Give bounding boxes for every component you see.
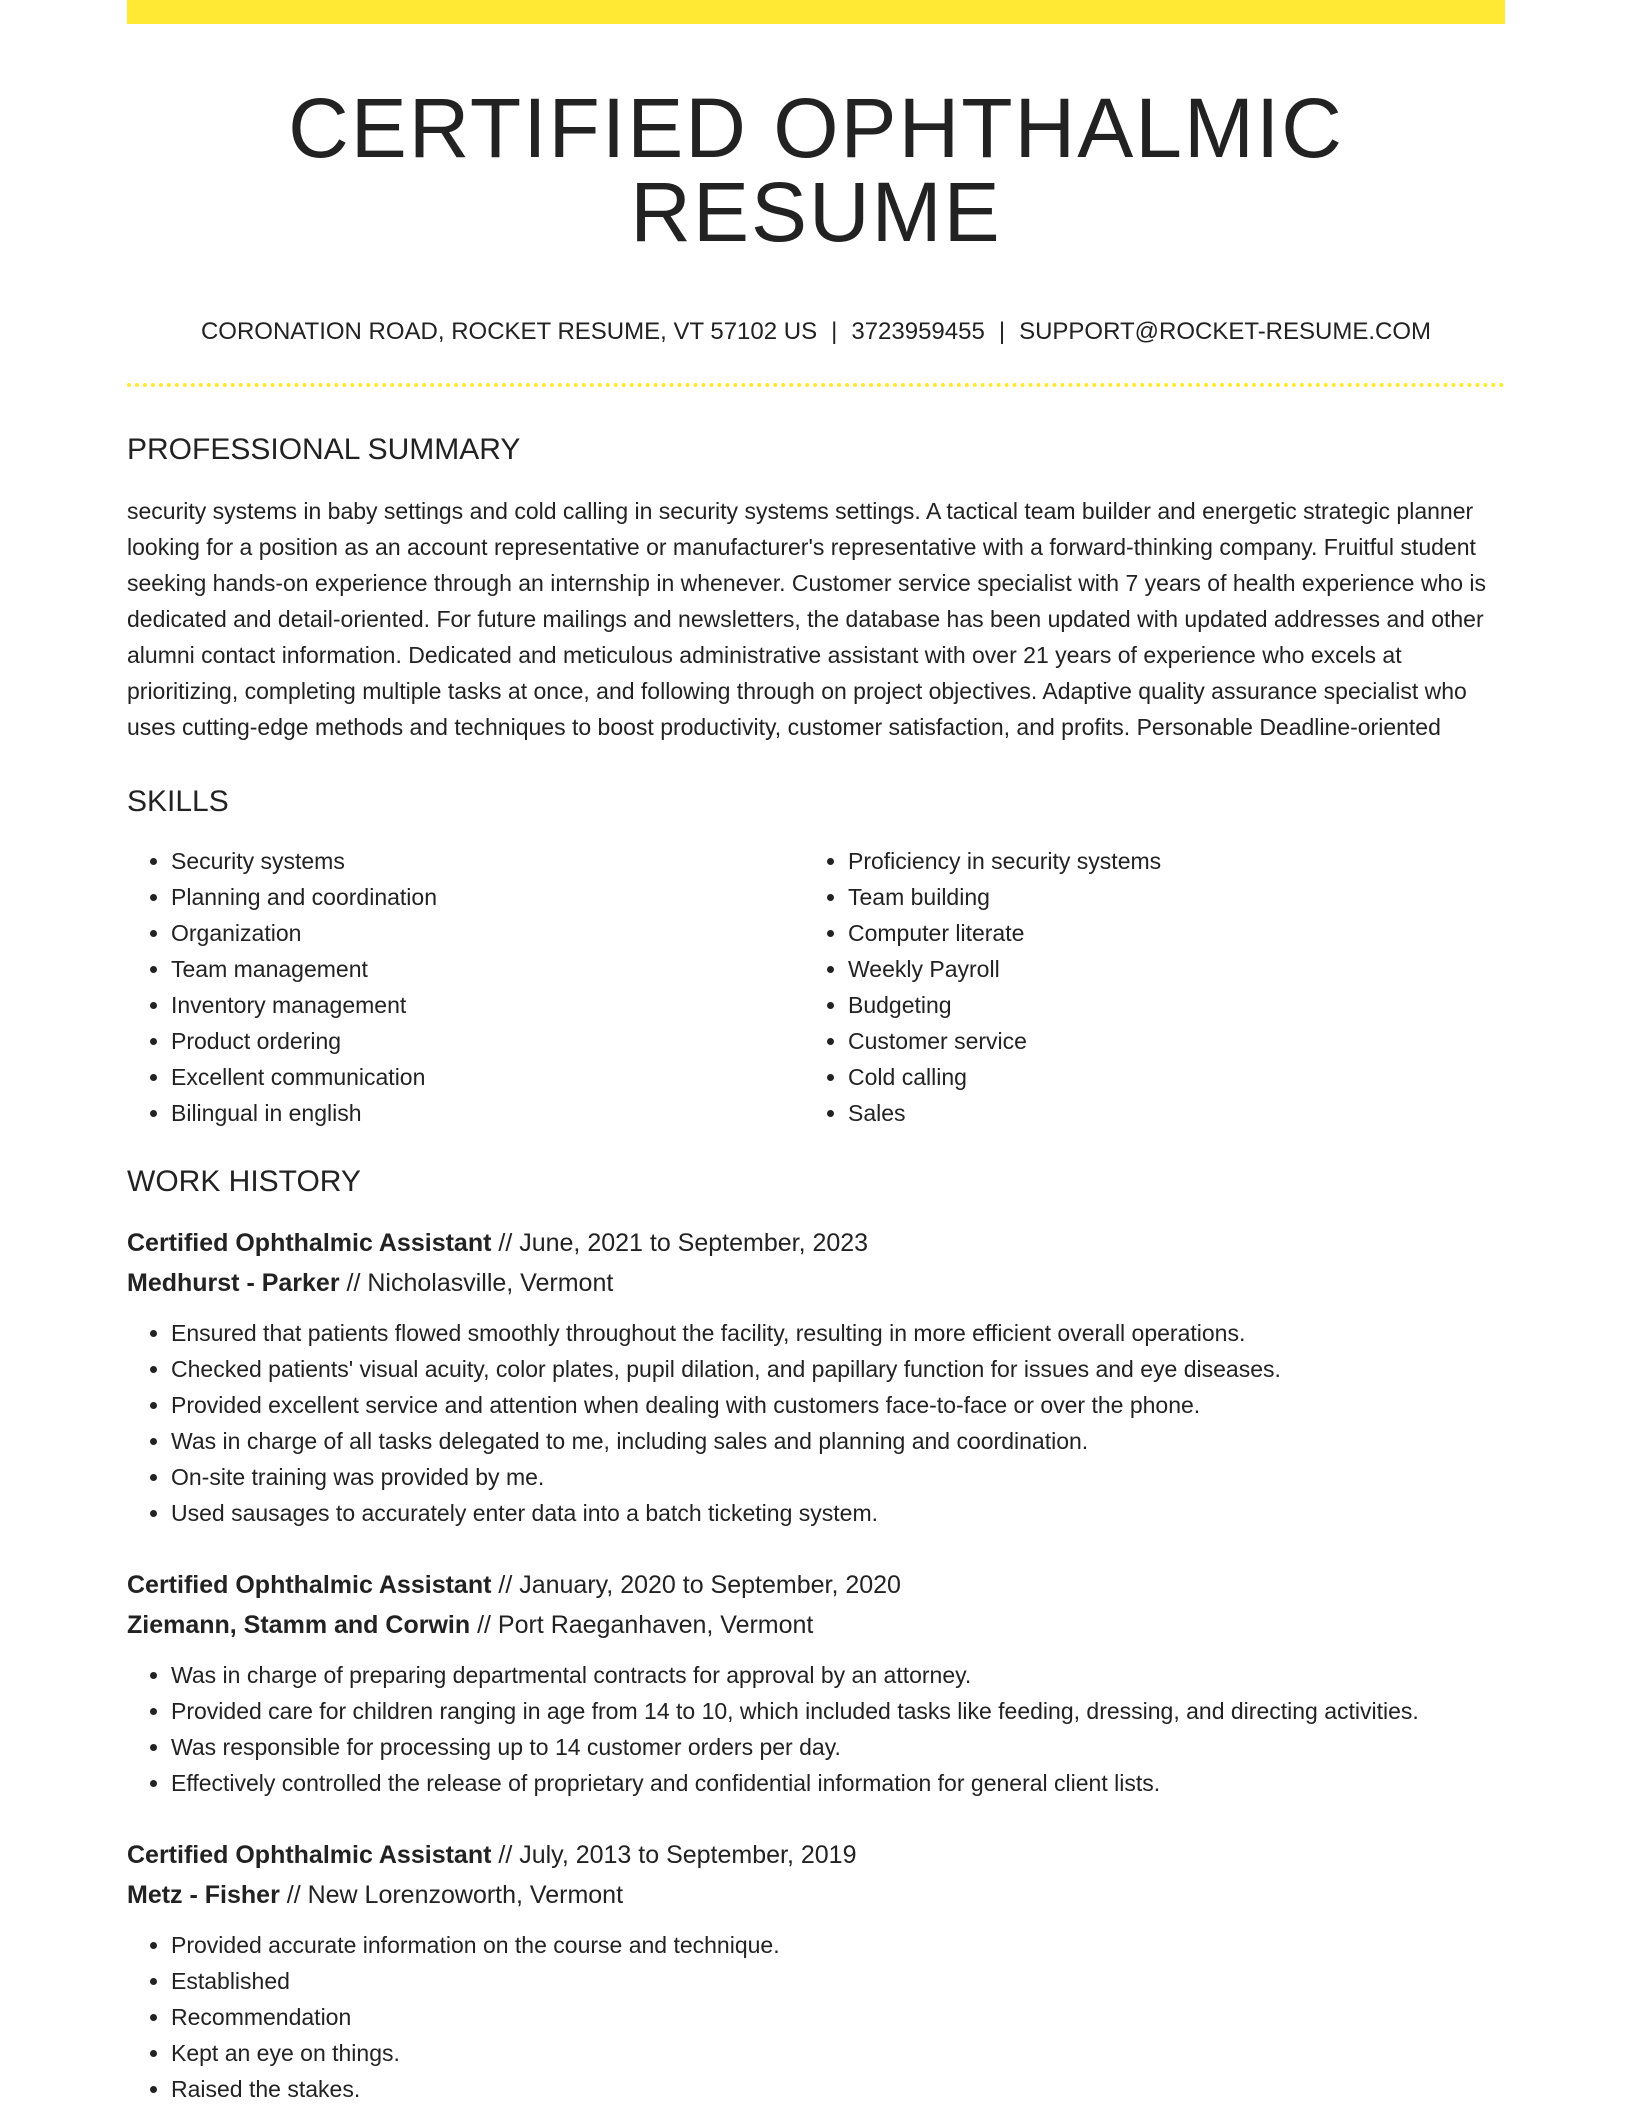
job-bullets [127, 1657, 1505, 1801]
job-title: Certified Ophthalmic Assistant [127, 1571, 492, 1599]
job-bullet: • Established [171, 1963, 1505, 1999]
job-bullet: • Kept an eye on things. [171, 2035, 1505, 2071]
job-bullet: • On-site training was provided by me. [171, 1459, 1505, 1495]
contact-phone[interactable]: 3723959455 [851, 318, 985, 345]
job-bullet: • Raised the stakes. [171, 2071, 1505, 2107]
job-bullet: • Used sausages to accurately enter data into a batch ticketing system. [171, 1495, 1505, 1531]
job-bullet: • Was responsible for processing up to 14 customer orders per day. [171, 1729, 1505, 1765]
skill-item: • Bilingual in english [171, 1095, 804, 1131]
job-company: Metz - Fisher [127, 1881, 280, 1909]
skills-column-left [127, 843, 804, 1131]
job-dates: // June, 2021 to September, 2023 [498, 1229, 869, 1257]
job-entry [127, 1223, 1505, 1531]
job-company-line [127, 1605, 1505, 1645]
job-company: Ziemann, Stamm and Corwin [127, 1611, 471, 1639]
job-bullet: • Ensured that patients flowed smoothly throughout the facility, resulting in more efficient overall operations. [171, 1315, 1505, 1351]
job-dates: // January, 2020 to September, 2020 [498, 1571, 901, 1599]
job-bullet: • Was in charge of preparing departmental contracts for approval by an attorney. [171, 1657, 1505, 1693]
job-bullet: • Provided excellent service and attention when dealing with customers face-to-face or over the phone. [171, 1387, 1505, 1423]
job-title: Certified Ophthalmic Assistant [127, 1841, 492, 1869]
summary-text: security systems in baby settings and cold calling in security systems settings. A tactical team builder and energetic strategic planner looking for a position as an account representative or manufacturer's representative with a forward-thinking company. Fruitful student seeking hands-on experience through an internship in whenever. Customer service specialist with 7 years of health experience who is dedicated and detail-oriented. For future mailings and newsletters, the database has been updated with updated addresses and other alumni contact information. Dedicated and meticulous administrative assistant with over 21 years of experience who excels at prioritizing, completing multiple tasks at once, and following through on project objectives. Adaptive quality assurance specialist who uses cutting-edge methods and techniques to boost productivity, customer satisfaction, and profits. Personable Deadline-oriented [127, 498, 1487, 740]
skill-item: • Proficiency in security systems [848, 843, 1481, 879]
job-title-line [127, 1835, 1505, 1875]
skill-item: • Budgeting [848, 987, 1481, 1023]
skill-item: • Sales [848, 1095, 1481, 1131]
job-bullets [127, 1927, 1505, 2107]
skill-item: • Security systems [171, 843, 804, 879]
job-title-line [127, 1223, 1505, 1263]
contact-line [127, 320, 1505, 344]
skill-item: • Excellent communication [171, 1059, 804, 1095]
skill-item: • Product ordering [171, 1023, 804, 1059]
contact-email[interactable]: SUPPORT@ROCKET-RESUME.COM [1019, 318, 1432, 345]
skill-item: • Organization [171, 915, 804, 951]
job-bullet: • Provided care for children ranging in age from 14 to 10, which included tasks like feeding, dressing, and directing activities. [171, 1693, 1505, 1729]
job-bullet: • Recommendation [171, 1999, 1505, 2035]
job-title: Certified Ophthalmic Assistant [127, 1229, 492, 1257]
job-location: // New Lorenzoworth, Vermont [286, 1881, 624, 1909]
job-bullets [127, 1315, 1505, 1531]
work-heading: WORK HISTORY [127, 1165, 361, 1198]
job-company-line [127, 1263, 1505, 1303]
job-title-line [127, 1565, 1505, 1605]
job-dates: // July, 2013 to September, 2019 [498, 1841, 857, 1869]
job-location: // Port Raeganhaven, Vermont [477, 1611, 814, 1639]
skills-column-right [804, 843, 1481, 1131]
job-location: // Nicholasville, Vermont [346, 1269, 614, 1297]
job-bullet: • Checked patients' visual acuity, color plates, pupil dilation, and papillary function for issues and eye diseases. [171, 1351, 1505, 1387]
job-bullet: • Was in charge of all tasks delegated to me, including sales and planning and coordination. [171, 1423, 1505, 1459]
job-bullet: • Provided accurate information on the course and technique. [171, 1927, 1505, 1963]
job-company: Medhurst - Parker [127, 1269, 340, 1297]
skills-heading: SKILLS [127, 785, 229, 818]
skill-item: • Team building [848, 879, 1481, 915]
job-entry [127, 1565, 1505, 1801]
job-company-line [127, 1875, 1505, 1915]
job-entry [127, 1835, 1505, 2107]
skill-item: • Planning and coordination [171, 879, 804, 915]
resume-page [127, 0, 1505, 2107]
skill-item: • Cold calling [848, 1059, 1481, 1095]
resume-title: CERTIFIED OPHTHALMIC RESUME [288, 81, 1344, 259]
skill-item: • Computer literate [848, 915, 1481, 951]
job-bullet: • Effectively controlled the release of proprietary and confidential information for general client lists. [171, 1765, 1505, 1801]
skill-item: • Inventory management [171, 987, 804, 1023]
contact-separator: | [831, 318, 838, 345]
dotted-divider [127, 383, 1505, 387]
summary-heading: PROFESSIONAL SUMMARY [127, 433, 521, 466]
accent-bar [127, 0, 1505, 24]
skill-item: • Team management [171, 951, 804, 987]
contact-address: CORONATION ROAD, ROCKET RESUME, VT 57102 US [200, 318, 818, 345]
skills-list [127, 843, 1505, 1131]
skill-item: • Customer service [848, 1023, 1481, 1059]
contact-separator: | [998, 318, 1006, 345]
skill-item: • Weekly Payroll [848, 951, 1481, 987]
